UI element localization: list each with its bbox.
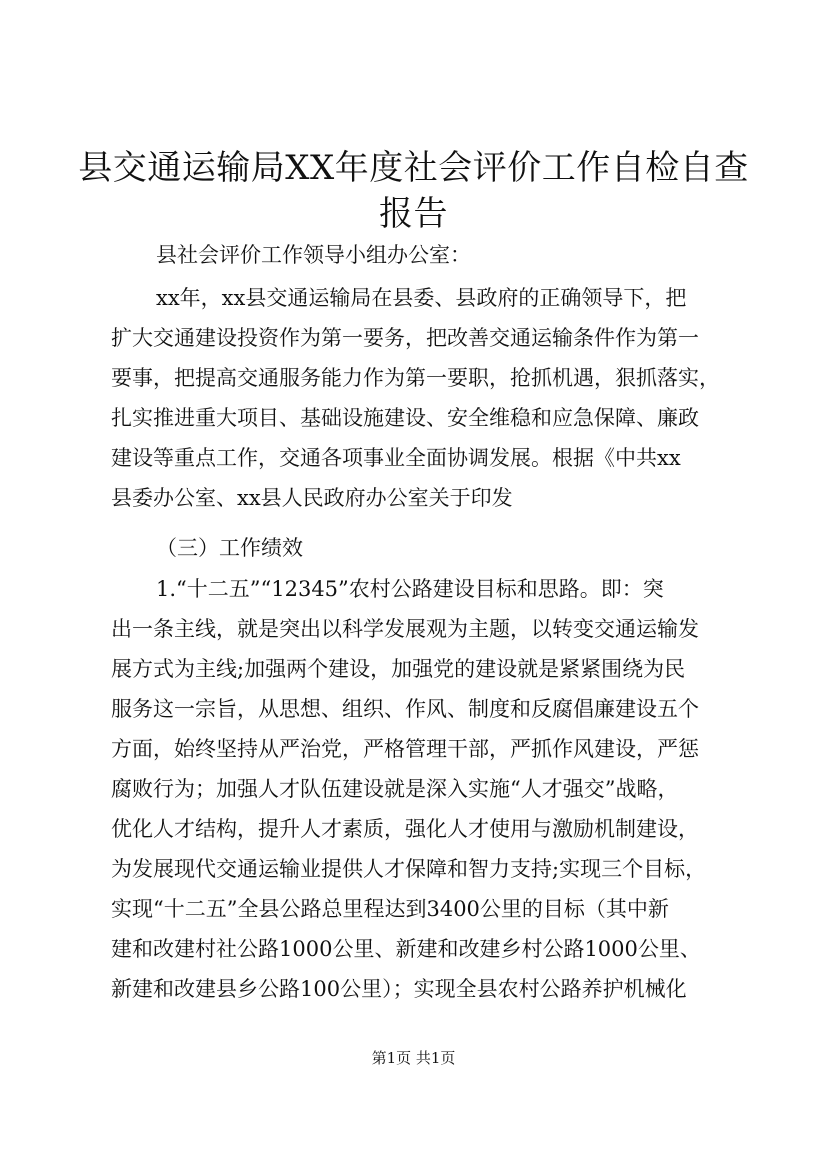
paragraph-line: 扩大交通建设投资作为第一要务，把改善交通运输条件作为第一 bbox=[111, 326, 699, 350]
document-title-line-2: 报告 bbox=[379, 194, 448, 234]
paragraph-line: 建和改建村社公路1000公里、新建和改建乡村公路1000公里、 bbox=[111, 937, 701, 961]
paragraph-line: 扎实推进重大项目、基础设施建设、安全维稳和应急保障、廉政 bbox=[111, 406, 699, 430]
paragraph-line: 要事，把提高交通服务能力作为第一要职，抢抓机遇，狠抓落实， bbox=[111, 366, 720, 390]
paragraph-line: 实现“十二五”全县公路总里程达到3400公里的目标（其中新 bbox=[111, 897, 669, 921]
paragraph-line: 优化人才结构，提升人才素质，强化人才使用与激励机制建设， bbox=[111, 817, 699, 841]
paragraph-line: 展方式为主线;加强两个建设，加强党的建设就是紧紧围绕为民 bbox=[111, 657, 686, 681]
paragraph-line: 新建和改建县乡公路100公里）；实现全县农村公路养护机械化 bbox=[111, 977, 687, 1001]
paragraph-line: 1.“十二五”“12345”农村公路建设目标和思路。即：突 bbox=[156, 577, 664, 601]
paragraph-line: 县委办公室、xx县人民政府办公室关于印发 bbox=[111, 486, 513, 510]
paragraph-line: 出一条主线，就是突出以科学发展观为主题，以转变交通运输发 bbox=[111, 617, 699, 641]
paragraph-line: 为发展现代交通运输业提供人才保障和智力支持;实现三个目标， bbox=[111, 857, 707, 881]
paragraph-line: 建设等重点工作，交通各项事业全面协调发展。根据《中共xx bbox=[111, 446, 681, 470]
paragraph-line: 方面，始终坚持从严治党，严格管理干部，严抓作风建设，严惩 bbox=[111, 737, 699, 761]
section-heading: （三）工作绩效 bbox=[156, 536, 303, 560]
paragraph-line: xx年，xx县交通运输局在县委、县政府的正确领导下，把 bbox=[156, 286, 687, 310]
page-number-footer: 第1页 共1页 bbox=[371, 1049, 456, 1067]
document-title-line-1: 县交通运输局XX年度社会评价工作自检自查 bbox=[78, 148, 749, 188]
salutation: 县社会评价工作领导小组办公室： bbox=[156, 243, 471, 267]
paragraph-line: 服务这一宗旨，从思想、组织、作风、制度和反腐倡廉建设五个 bbox=[111, 697, 699, 721]
paragraph-line: 腐败行为；加强人才队伍建设就是深入实施“人才强交”战略， bbox=[111, 777, 679, 801]
